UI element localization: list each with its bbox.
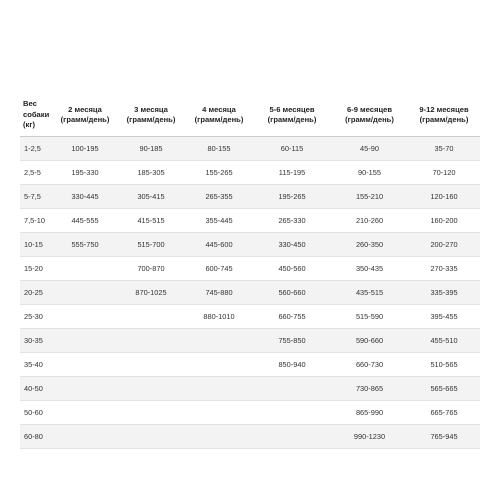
portion-cell: 660-730 [331,353,408,377]
header-age-6 [408,94,480,137]
portion-cell: 590-660 [331,329,408,353]
table-row [20,185,480,209]
portion-cell [117,353,185,377]
header-line: (кг) [23,120,36,130]
portion-cell: 870-1025 [117,281,185,305]
table-row [20,329,480,353]
portion-cell: 80-155 [185,137,253,161]
weight-cell: 40-50 [20,377,53,401]
portion-cell: 330-445 [53,185,117,209]
portion-cell [117,329,185,353]
header-age-2 [117,94,185,137]
portion-cell: 555-750 [53,233,117,257]
table-row [20,209,480,233]
portion-cell: 265-330 [253,209,331,233]
weight-cell: 5-7,5 [20,185,53,209]
header-age-1 [53,94,117,137]
weight-cell: 25-30 [20,305,53,329]
header-weight [20,94,53,137]
portion-cell [53,401,117,425]
portion-cell: 600-745 [185,257,253,281]
header-line: 4 месяца [202,104,236,114]
portion-cell: 990-1230 [331,425,408,449]
weight-cell: 10-15 [20,233,53,257]
portion-cell [53,305,117,329]
weight-cell: 60-80 [20,425,53,449]
portion-cell [185,329,253,353]
table-row [20,353,480,377]
table-row [20,161,480,185]
portion-cell: 660-755 [253,305,331,329]
header-line: 3 месяца [134,104,168,114]
portion-cell: 350-435 [331,257,408,281]
portion-cell [185,401,253,425]
portion-cell: 195-265 [253,185,331,209]
portion-cell: 90-185 [117,137,185,161]
portion-cell: 515-590 [331,305,408,329]
portion-cell: 70-120 [408,161,480,185]
weight-cell: 7,5-10 [20,209,53,233]
portion-cell: 210-260 [331,209,408,233]
portion-cell: 435-515 [331,281,408,305]
portion-cell: 90-155 [331,161,408,185]
portion-cell: 305-415 [117,185,185,209]
table-row [20,377,480,401]
portion-cell [53,425,117,449]
header-line: (грамм/день) [60,115,110,124]
portion-cell: 565-665 [408,377,480,401]
portion-cell: 865-990 [331,401,408,425]
portion-cell: 755-850 [253,329,331,353]
portion-cell: 415-515 [117,209,185,233]
portion-cell: 100-195 [53,137,117,161]
portion-cell: 455-510 [408,329,480,353]
table-row [20,137,480,161]
portion-cell: 335-395 [408,281,480,305]
portion-cell: 700-870 [117,257,185,281]
header-line: (грамм/день) [419,115,469,124]
header-line: 6-9 месяцев [346,104,393,114]
table-row [20,401,480,425]
weight-cell: 30-35 [20,329,53,353]
portion-cell [185,425,253,449]
portion-cell [185,377,253,401]
portion-cell: 195-330 [53,161,117,185]
portion-cell: 745-880 [185,281,253,305]
portion-cell: 880-1010 [185,305,253,329]
header-line: (грамм/день) [267,115,317,124]
portion-cell: 265-355 [185,185,253,209]
portion-cell [117,305,185,329]
portion-cell [53,257,117,281]
portion-cell: 510-565 [408,353,480,377]
header-line: (грамм/день) [345,115,394,124]
portion-cell: 730-865 [331,377,408,401]
portion-cell: 330-450 [253,233,331,257]
table-row [20,425,480,449]
weight-cell: 50-60 [20,401,53,425]
header-line: собаки [23,109,50,119]
portion-cell: 665-765 [408,401,480,425]
header-age-3 [185,94,253,137]
portion-cell [53,377,117,401]
portion-cell: 120-160 [408,185,480,209]
portion-cell: 560-660 [253,281,331,305]
portion-cell [53,353,117,377]
weight-cell: 1-2,5 [20,137,53,161]
portion-cell [253,425,331,449]
header-line: Вес [23,99,37,109]
weight-cell: 20-25 [20,281,53,305]
weight-cell: 2,5-5 [20,161,53,185]
portion-cell: 155-210 [331,185,408,209]
weight-cell: 15-20 [20,257,53,281]
portion-cell [117,401,185,425]
portion-cell: 850-940 [253,353,331,377]
portion-cell: 445-555 [53,209,117,233]
table-row [20,281,480,305]
portion-cell [253,401,331,425]
header-line: (грамм/день) [194,115,244,124]
weight-cell: 35-40 [20,353,53,377]
portion-cell: 60-115 [253,137,331,161]
header-line: (грамм/день) [126,115,176,124]
portion-cell: 185-305 [117,161,185,185]
portion-cell: 445-600 [185,233,253,257]
portion-cell: 395-455 [408,305,480,329]
portion-cell [185,353,253,377]
table-row [20,233,480,257]
header-age-5 [331,94,408,137]
portion-cell: 450-560 [253,257,331,281]
portion-cell: 765-945 [408,425,480,449]
header-age-4 [253,94,331,137]
portion-cell: 45-90 [331,137,408,161]
portion-cell: 270-335 [408,257,480,281]
portion-cell: 35-70 [408,137,480,161]
header-row [20,94,480,137]
portion-cell [53,281,117,305]
portion-cell [53,329,117,353]
portion-cell: 355-445 [185,209,253,233]
portion-cell: 260-350 [331,233,408,257]
table-header [20,94,480,137]
table-body [20,137,480,449]
feeding-table [20,94,480,449]
portion-cell: 155-265 [185,161,253,185]
table-row [20,305,480,329]
portion-cell [253,377,331,401]
header-line: 2 месяца [68,104,102,114]
header-line: 9-12 месяцев [419,104,469,114]
portion-cell [117,425,185,449]
table-row [20,257,480,281]
portion-cell: 115-195 [253,161,331,185]
header-line: 5-6 месяцев [269,104,315,114]
portion-cell: 200-270 [408,233,480,257]
portion-cell: 160-200 [408,209,480,233]
portion-cell [117,377,185,401]
portion-cell: 515-700 [117,233,185,257]
